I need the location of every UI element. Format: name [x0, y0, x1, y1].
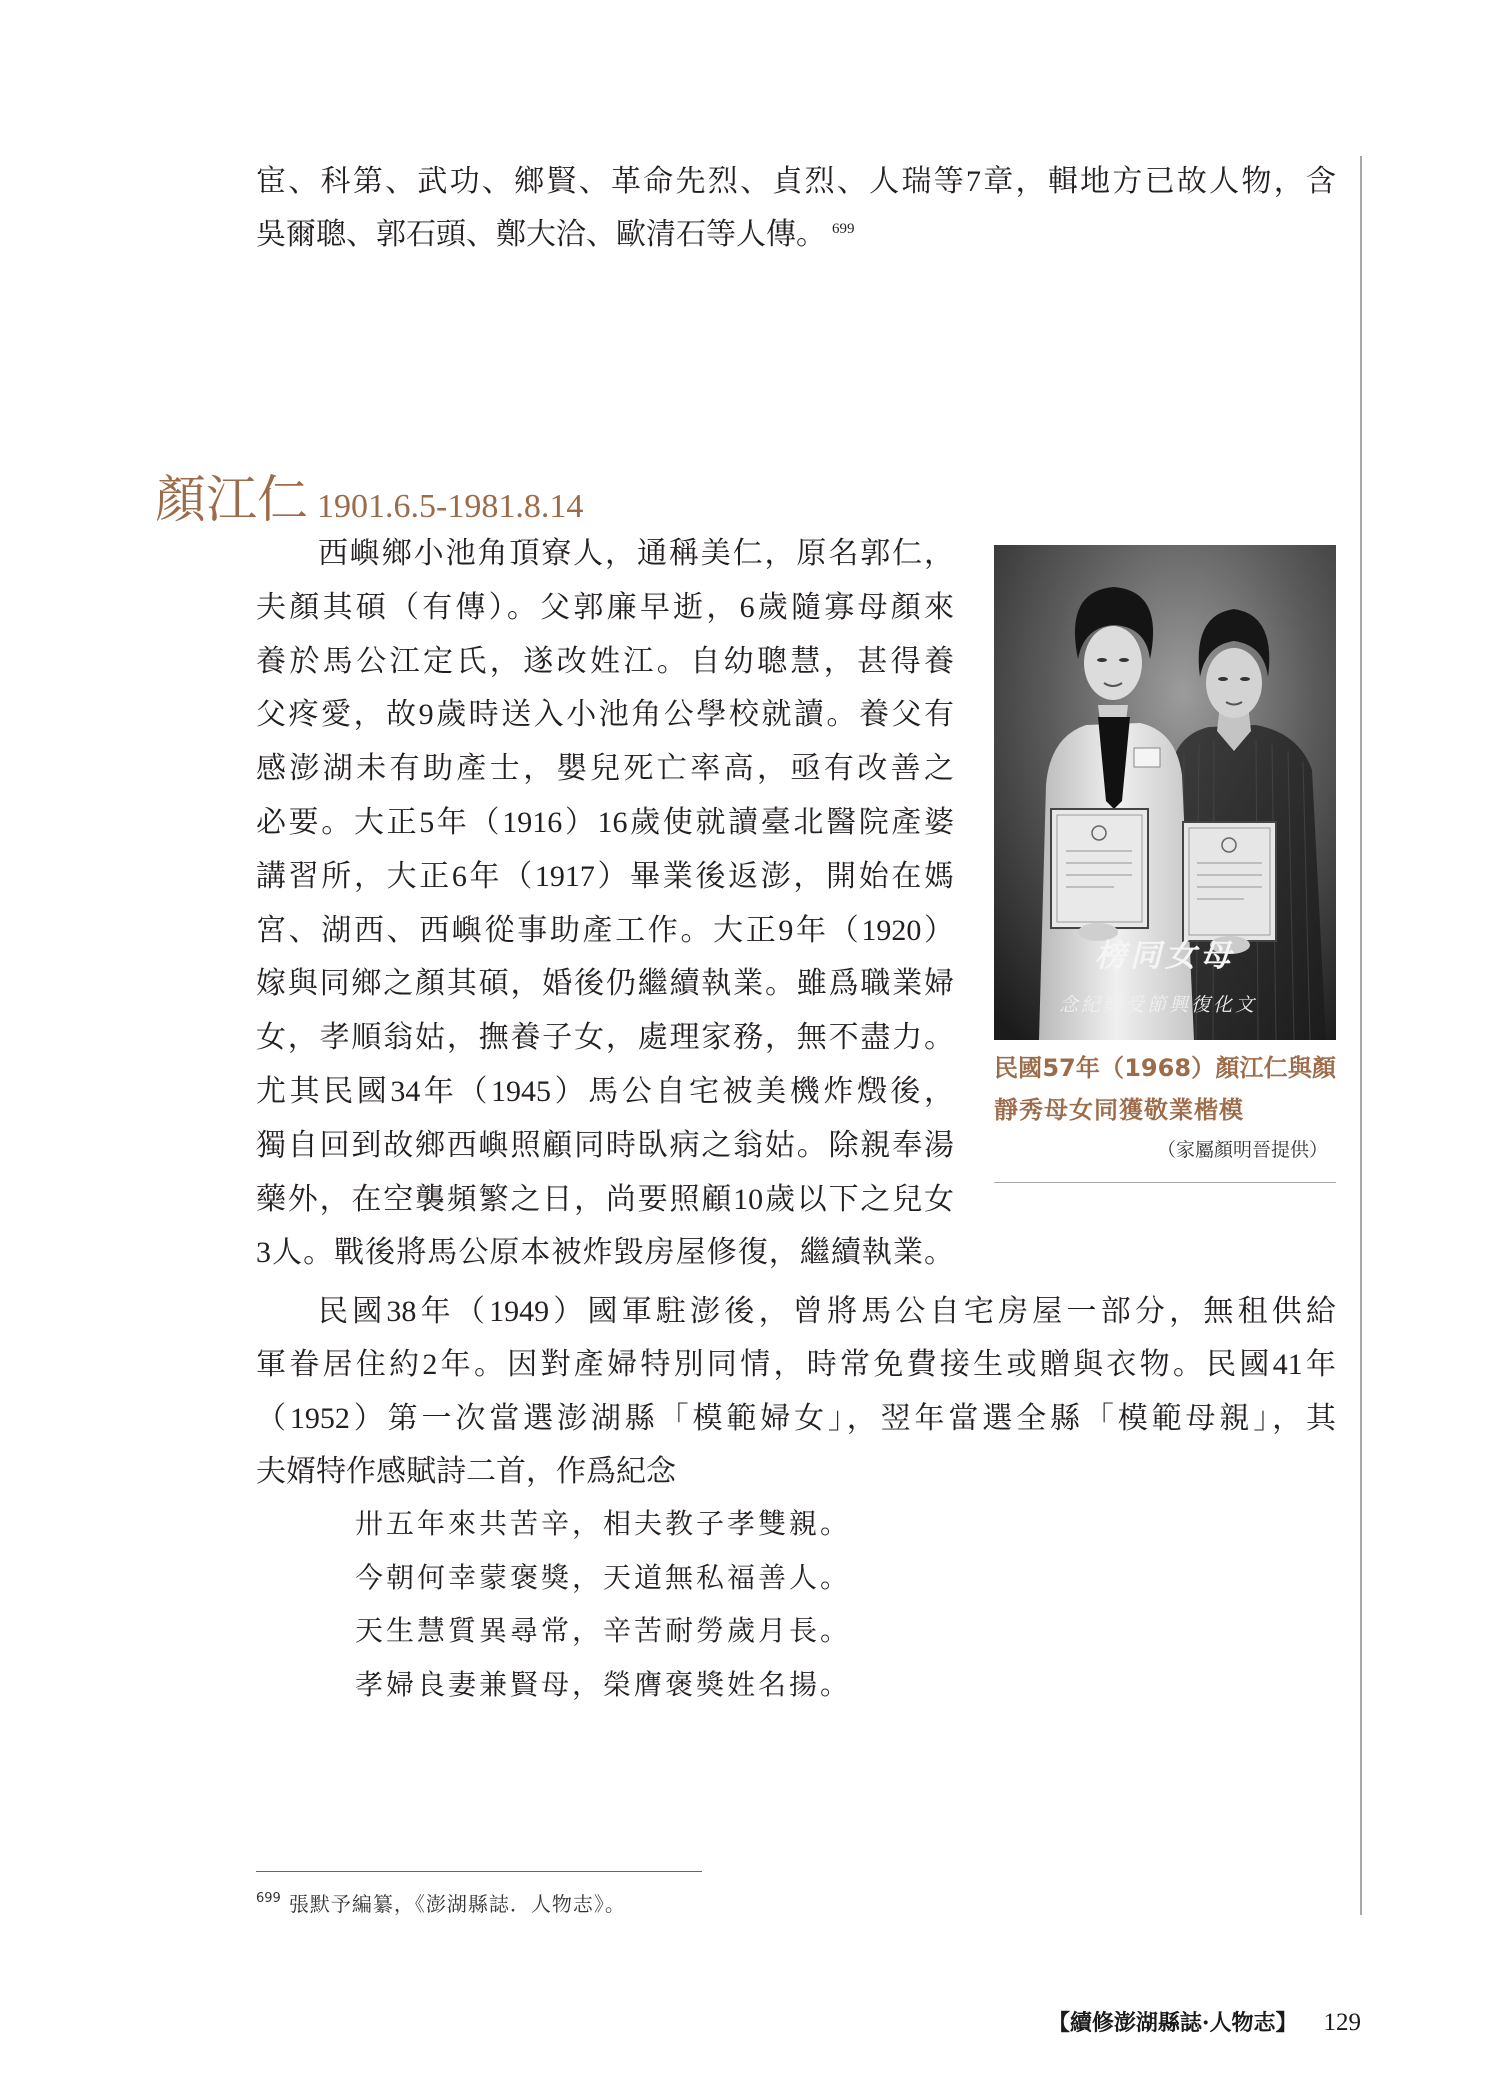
- intro-line-text: 吳爾聰、郭石頭、鄭大洽、歐清石等人傳。: [256, 218, 826, 251]
- body-line: 3人。戰後將馬公原本被炸毀房屋修復，繼續執業。: [256, 1236, 954, 1270]
- book-title: 【續修澎湖縣誌·人物志】: [1047, 2010, 1298, 2036]
- body-line: 養於馬公江定氏，遂改姓江。自幼聰慧，甚得養: [256, 644, 954, 678]
- body-line: 軍眷居住約2年。因對產婦特別同情，時常免費接生或贈與衣物。民國41年: [256, 1348, 1336, 1382]
- caption-line: 民國57年（1968）顏江仁與顏: [994, 1054, 1336, 1082]
- intro-line: [256, 208, 1336, 261]
- entry-heading: [155, 468, 583, 534]
- body-line: 夫婿特作感賦詩二首，作爲紀念: [256, 1454, 676, 1488]
- caption-divider: [994, 1182, 1336, 1183]
- body-line: 夫顏其碩（有傳）。父郭廉早逝，6歲隨寡母顏來: [256, 590, 954, 624]
- entry-name: 顏江仁: [155, 471, 309, 530]
- poem-line: 天生慧質異尋常，辛苦耐勞歲月長。: [355, 1614, 852, 1648]
- photo-credit: （家屬顏明晉提供）: [1156, 1139, 1328, 1161]
- body-line: 必要。大正5年（1916）16歲使就讀臺北醫院產婆: [256, 805, 954, 839]
- footnote-divider: [256, 1871, 702, 1872]
- body-line: 尤其民國34年（1945）馬公自宅被美機炸燬後，: [256, 1074, 954, 1108]
- portrait-photo: [994, 545, 1336, 1040]
- entry-dates: 1901.6.5-1981.8.14: [317, 488, 584, 525]
- portrait-photo-image: [994, 545, 1336, 1040]
- footnote-text: 張默予編纂，《澎湖縣誌．人物志》。: [288, 1892, 626, 1916]
- photo-caption: [994, 1047, 1336, 1131]
- body-line: 嫁與同鄉之顏其碩，婚後仍繼續執業。雖爲職業婦: [256, 967, 954, 1001]
- body-line: 民國38年（1949）國軍駐澎後，曾將馬公自宅房屋一部分，無租供給: [318, 1295, 1336, 1328]
- body-line: 藥外，在空襲頻繁之日，尚要照顧10歲以下之兒女: [256, 1182, 954, 1216]
- biography-paragraph-2: [256, 1285, 1336, 1498]
- poem: [355, 1497, 915, 1712]
- body-line: 講習所，大正6年（1917）畢業後返澎，開始在媽: [256, 859, 954, 893]
- footnote-number: 699: [256, 1891, 281, 1906]
- body-line: 獨自回到故鄉西嶼照顧同時臥病之翁姑。除親奉湯: [256, 1128, 954, 1162]
- body-line: （1952）第一次當選澎湖縣「模範婦女」，翌年當選全縣「模範母親」，其: [256, 1401, 1336, 1435]
- poem-line: 今朝何幸蒙褒獎，天道無私福善人。: [355, 1560, 852, 1594]
- body-line: 感澎湖未有助產士，嬰兒死亡率高，亟有改善之: [256, 752, 954, 786]
- body-line: 女，孝順翁姑，撫養子女，處理家務，無不盡力。: [256, 1021, 954, 1055]
- certificate-right: [1183, 822, 1276, 941]
- biography-paragraph-1: [256, 527, 954, 1280]
- footnote: [256, 1888, 626, 1920]
- poem-line: 孝婦良妻兼賢母，榮膺褒獎姓名揚。: [355, 1668, 852, 1702]
- intro-line: 宦、科第、武功、鄉賢、革命先烈、貞烈、人瑞等7章，輯地方已故人物，含: [256, 165, 1336, 198]
- name-badge: [1134, 748, 1160, 767]
- body-line: 宮、湖西、西嶼從事助產工作。大正9年（1920）: [256, 913, 954, 947]
- poem-line: 卅五年來共苦辛，相夫教子孝雙親。: [355, 1507, 852, 1540]
- page-number: 129: [1323, 2009, 1361, 2036]
- margin-rule: [1360, 156, 1362, 1915]
- photo-inscription-sub: 念紀獎受節興復化文: [1058, 994, 1258, 1016]
- body-line: 西嶼鄉小池角頂寮人，通稱美仁，原名郭仁，: [318, 537, 954, 570]
- body-line: 父疼愛，故9歲時送入小池角公學校就讀。養父有: [256, 698, 954, 732]
- intro-paragraph: [256, 155, 1336, 261]
- certificate-left: [1051, 809, 1148, 928]
- photo-inscription-main: 榜同女母: [1095, 938, 1235, 974]
- running-footer: [1048, 2006, 1361, 2040]
- caption-line: 靜秀母女同獲敬業楷模: [994, 1096, 1244, 1124]
- footnote-ref: 699: [832, 221, 855, 237]
